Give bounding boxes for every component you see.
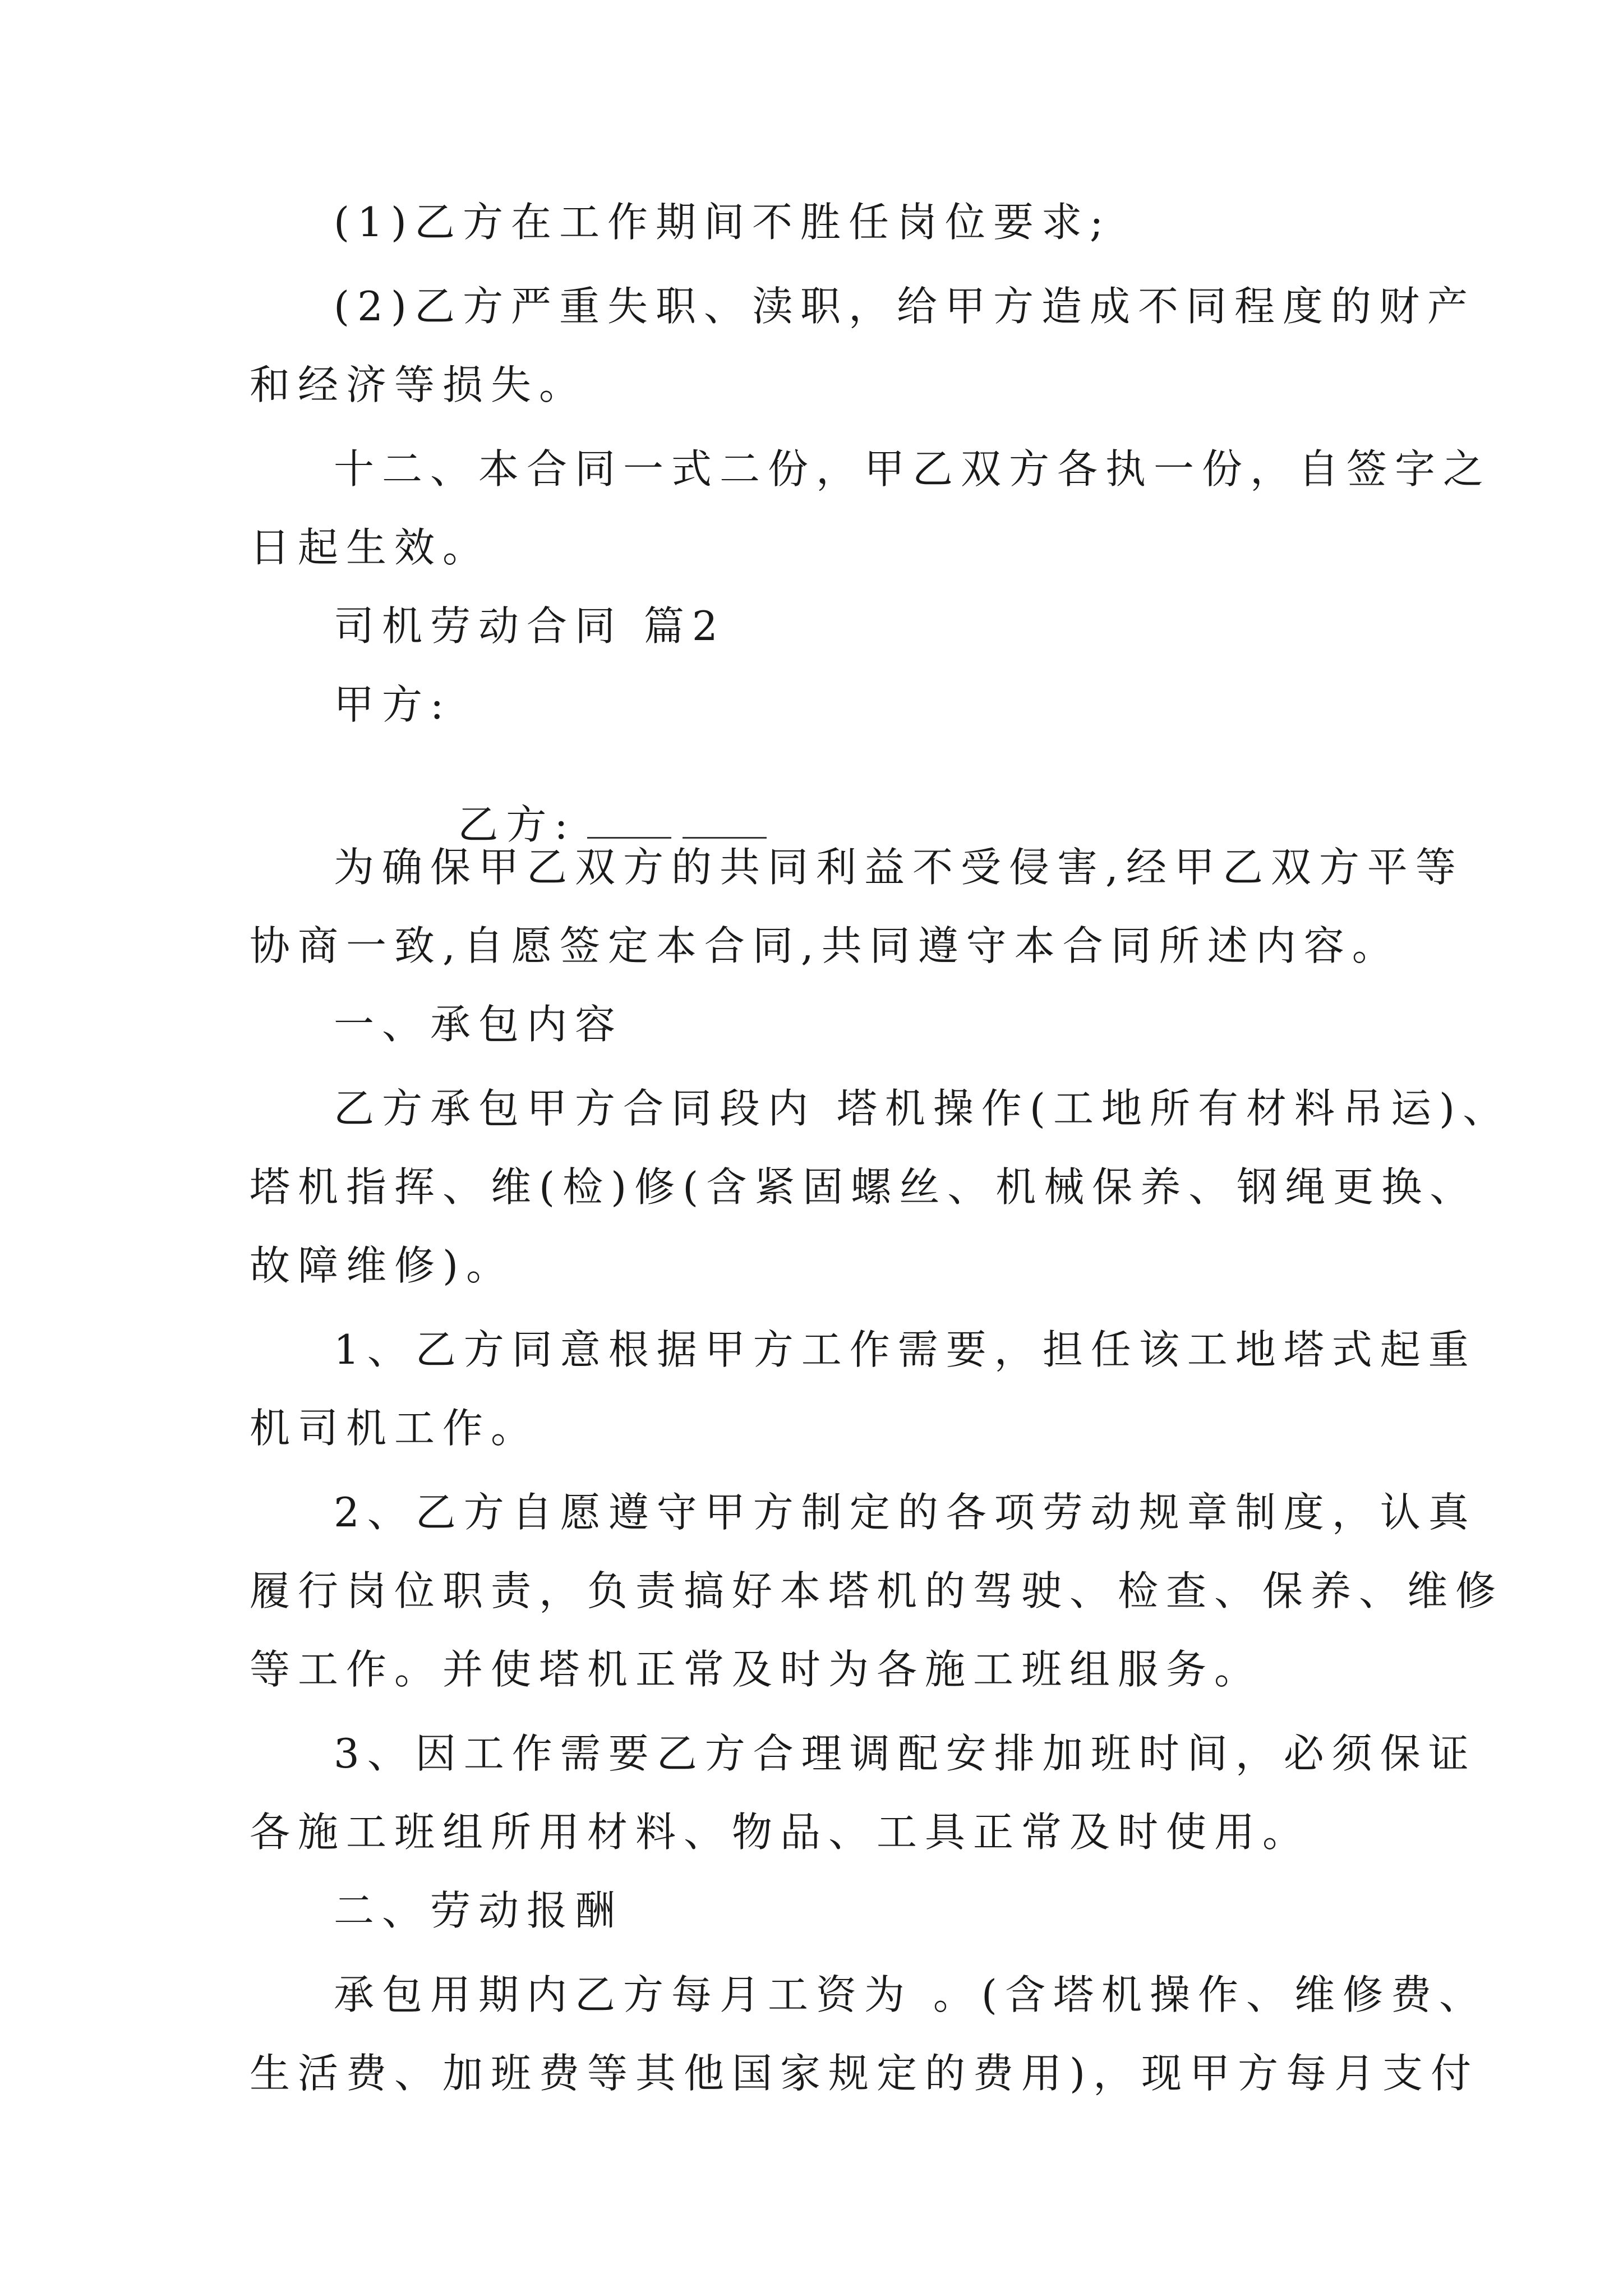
clause-item-2-line-2: 和经济等损失。: [250, 361, 588, 408]
item-1-line-2: 机司机工作。: [250, 1405, 540, 1452]
heading-remuneration: 二、劳动报酬: [334, 1887, 624, 1934]
item-1-line-1: 1、乙方同意根据甲方工作需要，担任该工地塔式起重: [334, 1326, 1477, 1373]
remuneration-line-2: 生活费、加班费等其他国家规定的费用)，现甲方每月支付: [250, 2050, 1479, 2097]
preamble-line-1: 为确保甲乙双方的共同利益不受侵害,经甲乙双方平等: [334, 844, 1464, 891]
clause-item-2-line-1: (2)乙方严重失职、渎职，给甲方造成不同程度的财产: [334, 283, 1476, 330]
item-2-line-3: 等工作。并使塔机正常及时为各施工班组服务。: [250, 1646, 1263, 1693]
scope-line-1: 乙方承包甲方合同段内 塔机操作(工地所有材料吊运)、: [334, 1085, 1511, 1132]
signature-blank-1: [587, 803, 671, 839]
scope-line-3: 故障维修)。: [250, 1242, 515, 1289]
clause-12-line-1: 十二、本合同一式二份，甲乙双方各执一份，自签字之: [334, 445, 1492, 493]
clause-item-1: (1)乙方在工作期间不胜任岗位要求;: [334, 199, 1112, 246]
item-3-line-1: 3、因工作需要乙方合理调配安排加班时间，必须保证: [334, 1730, 1477, 1777]
item-2-line-2: 履行岗位职责，负责搞好本塔机的驾驶、检查、保养、维修: [250, 1567, 1504, 1614]
item-3-line-2: 各施工班组所用材料、物品、工具正常及时使用。: [250, 1809, 1311, 1856]
signature-blank-2: [683, 803, 767, 839]
scope-line-2: 塔机指挥、维(检)修(含紧固螺丝、机械保养、钢绳更换、: [250, 1163, 1478, 1211]
party-b-label: 乙方:: [458, 801, 576, 848]
clause-12-line-2: 日起生效。: [250, 524, 491, 571]
section-heading: 司机劳动合同 篇2: [334, 602, 726, 650]
preamble-line-2: 协商一致,自愿签定本合同,共同遵守本合同所述内容。: [250, 922, 1400, 969]
party-a-label: 甲方:: [334, 681, 452, 728]
remuneration-line-1: 承包用期内乙方每月工资为 。(含塔机操作、维修费、: [334, 1971, 1487, 2018]
heading-contract-scope: 一、承包内容: [334, 1001, 624, 1048]
item-2-line-1: 2、乙方自愿遵守甲方制定的各项劳动规章制度，认真: [334, 1489, 1477, 1536]
